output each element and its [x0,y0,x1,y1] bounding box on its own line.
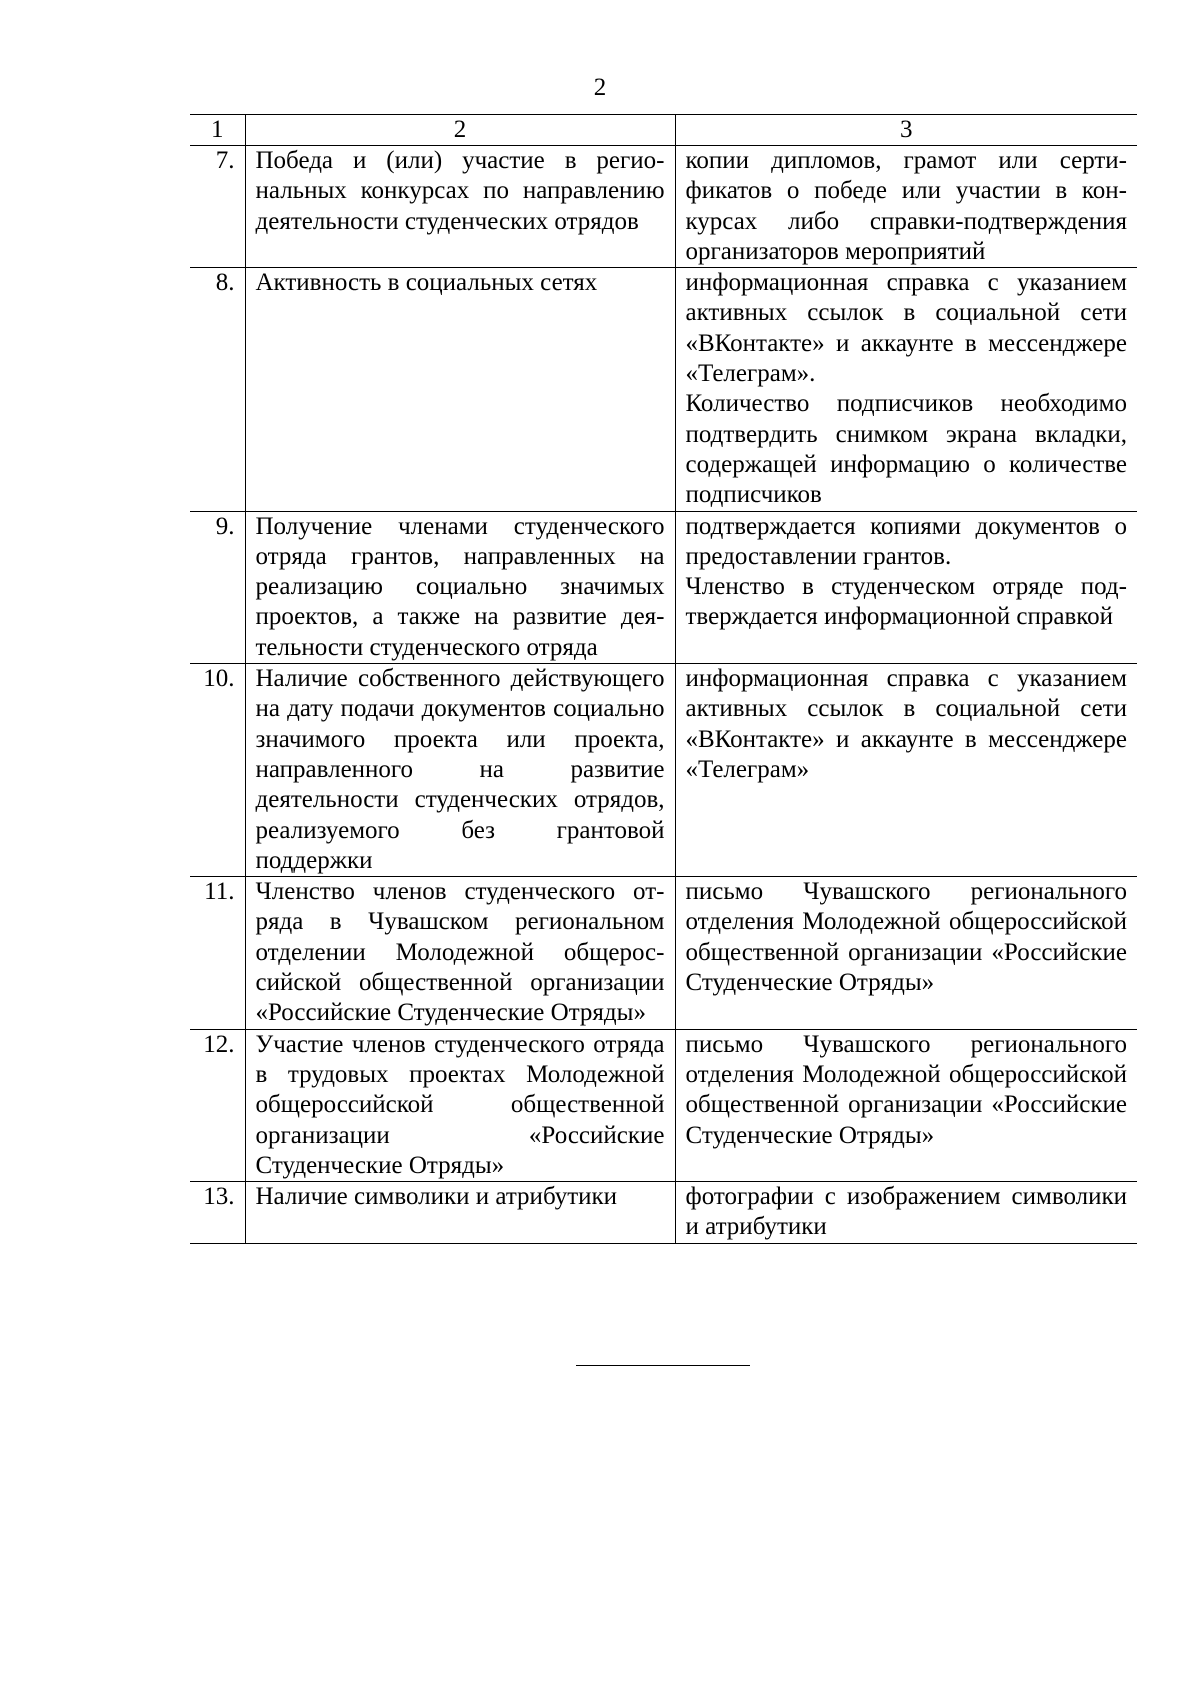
column-header-2: 2 [245,115,675,146]
documents-text: Количество подписчиков необходимо подтвердить снимком экрана вкладки, содержащей информацию о количестве подписчиков [685,390,1127,509]
documents-text: копии дипломов, грамот или сертификатов о победе или участии в конкурсах либо справки-подтверждения организаторов мероприятий [685,147,1127,265]
table-row [190,146,1137,268]
table-row [190,1182,1137,1244]
criterion-text: Победа и (или) участие в региональных конкурсах по направлению деятельности студенческих отрядов [255,147,665,235]
table-row [190,877,1137,1029]
criterion-cell [245,1029,675,1181]
documents-text: фотографии с изображением символики и атрибутики [685,1183,1127,1241]
criterion-cell [245,1182,675,1244]
documents-cell [675,664,1137,877]
table-row [190,664,1137,877]
column-header-1: 1 [190,115,245,146]
table-row [190,511,1137,663]
criterion-text: Участие членов студенческого отряда в трудовых проектах Молодежной общероссийской общественной организации «Российские Студенческие Отряды» [255,1030,665,1179]
end-of-document-rule [576,1365,750,1366]
row-number: 12. [190,1029,245,1181]
row-number: 8. [190,268,245,511]
criterion-text: Наличие собственного действующего на дату подачи документов социально значимого проекта или проекта, направленного на развитие деятельности студенческих отрядов, реализуемого без грантовой поддержки [255,665,665,874]
page-number: 2 [593,74,607,101]
table-row [190,1029,1137,1181]
documents-text: подтверждается копиями документов о предоставлении грантов. [685,512,1127,570]
documents-text: информационная справка с указанием активных ссылок в социальной сети «ВКонтакте» и аккаунте в мессенджере «Телеграм» [685,665,1127,783]
criterion-text: Активность в социальных сетях [255,269,598,297]
column-header-3: 3 [675,115,1137,146]
criterion-cell [245,877,675,1029]
row-number: 9. [190,511,245,663]
criterion-text: Получение членами студенческого отряда грантов, направленных на реализацию социально значимых проектов, а также на развитие деятельности студенческого отряда [255,512,665,661]
criterion-text: Наличие символики и атрибутики [255,1183,618,1211]
row-number: 13. [190,1182,245,1244]
documents-text: письмо Чувашского регионального отделения Молодежной общероссийской общественной организации «Российские Студенческие Отряды» [685,878,1127,997]
criteria-table [190,114,1137,1244]
documents-cell [675,1029,1137,1181]
table-row [190,268,1137,511]
documents-cell [675,146,1137,268]
row-number: 11. [190,877,245,1029]
table-header-row [190,115,1137,146]
documents-cell [675,511,1137,663]
criterion-cell [245,664,675,877]
documents-text: Членство в студенческом отряде подтверждается информационной справкой [685,573,1127,631]
documents-cell [675,877,1137,1029]
documents-cell [675,268,1137,511]
documents-text: письмо Чувашского регионального отделения Молодежной общероссийской общественной организации «Российские Студенческие Отряды» [685,1030,1127,1149]
documents-text: информационная справка с указанием активных ссылок в социальной сети «ВКонтакте» и аккаунте в мессенджере «Телеграм». [685,269,1127,388]
criterion-text: Членство членов студенческого отряда в Чувашском региональном отделении Молодежной общероссийской общественной организации «Российские Студенческие Отряды» [255,878,665,1027]
row-number: 7. [190,146,245,268]
criterion-cell [245,146,675,268]
criterion-cell [245,268,675,511]
documents-cell [675,1182,1137,1244]
criterion-cell [245,511,675,663]
row-number: 10. [190,664,245,877]
